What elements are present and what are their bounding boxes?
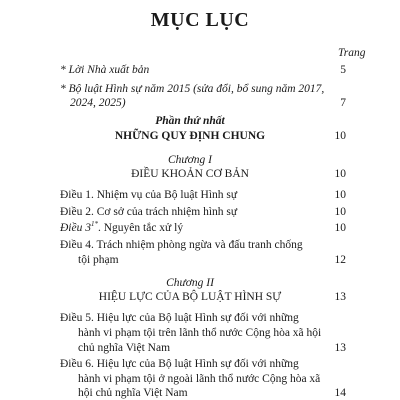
chapter-label: Chương I xyxy=(167,154,213,166)
toc-entry-article-6: Điều 6. Hiệu lực của Bộ luật Hình sự đối với những xyxy=(60,358,299,370)
entry-text: . Nguyên tắc xử lý xyxy=(97,222,184,234)
part-title: NHỮNG QUY ĐỊNH CHUNG xyxy=(114,130,266,142)
chapter-title: ĐIỀU KHOẢN CƠ BẢN xyxy=(131,168,249,180)
entry-text-continued: chủ nghĩa Việt Nam xyxy=(78,342,171,354)
chapter-title: HIỆU LỰC CỦA BỘ LUẬT HÌNH SỰ xyxy=(98,291,282,303)
entry-text: Lời Nhà xuất bản xyxy=(68,64,150,76)
chapter-label: Chương II xyxy=(166,277,214,289)
entry-page: 5 xyxy=(340,64,346,76)
entry-text-continued: tội phạm xyxy=(78,254,119,266)
part-page: 10 xyxy=(334,130,346,142)
entry-page: 10 xyxy=(334,222,346,234)
part-label: Phần thứ nhất xyxy=(155,115,225,127)
entry-text-continued: hành vi phạm tội ở ngoài lãnh thổ nước Cộng hòa xã xyxy=(78,373,321,385)
entry-page: 14 xyxy=(334,387,346,399)
toc-entry-preface xyxy=(60,63,149,77)
toc-entry-article-1: Điều 1. Nhiệm vụ của Bộ luật Hình sự xyxy=(60,189,238,201)
article-superscript: 1* xyxy=(90,220,98,229)
toc-entry-article-5: Điều 5. Hiệu lực của Bộ luật Hình sự đối với những xyxy=(60,312,299,324)
toc-entry-article-2: Điều 2. Cơ sở của trách nhiệm hình sự xyxy=(60,206,238,218)
entry-page: 10 xyxy=(334,206,346,218)
bullet-marker: * xyxy=(60,83,66,95)
toc-entry-code xyxy=(60,82,324,96)
page-title: MỤC LỤC xyxy=(150,9,250,31)
toc-entry-article-3 xyxy=(60,221,183,235)
entry-text-continued: hội chủ nghĩa Việt Nam xyxy=(78,387,188,399)
page-column-header: Trang xyxy=(338,47,366,59)
entry-text-continued: 2024, 2025) xyxy=(70,97,126,109)
bullet-marker: * xyxy=(60,64,66,76)
entry-text-continued: hành vi phạm tội trên lãnh thổ nước Cộng hòa xã hội xyxy=(78,327,322,339)
entry-page: 10 xyxy=(334,189,346,201)
article-number: Điều 3 xyxy=(60,222,91,234)
chapter-page: 10 xyxy=(334,168,346,180)
entry-page: 12 xyxy=(334,254,346,266)
entry-text: Bộ luật Hình sự năm 2015 (sửa đổi, bổ sung năm 2017, xyxy=(68,83,325,95)
entry-page: 7 xyxy=(340,97,346,109)
chapter-page: 13 xyxy=(334,291,346,303)
toc-entry-article-4: Điều 4. Trách nhiệm phòng ngừa và đấu tranh chống xyxy=(60,239,303,251)
entry-page: 13 xyxy=(334,342,346,354)
